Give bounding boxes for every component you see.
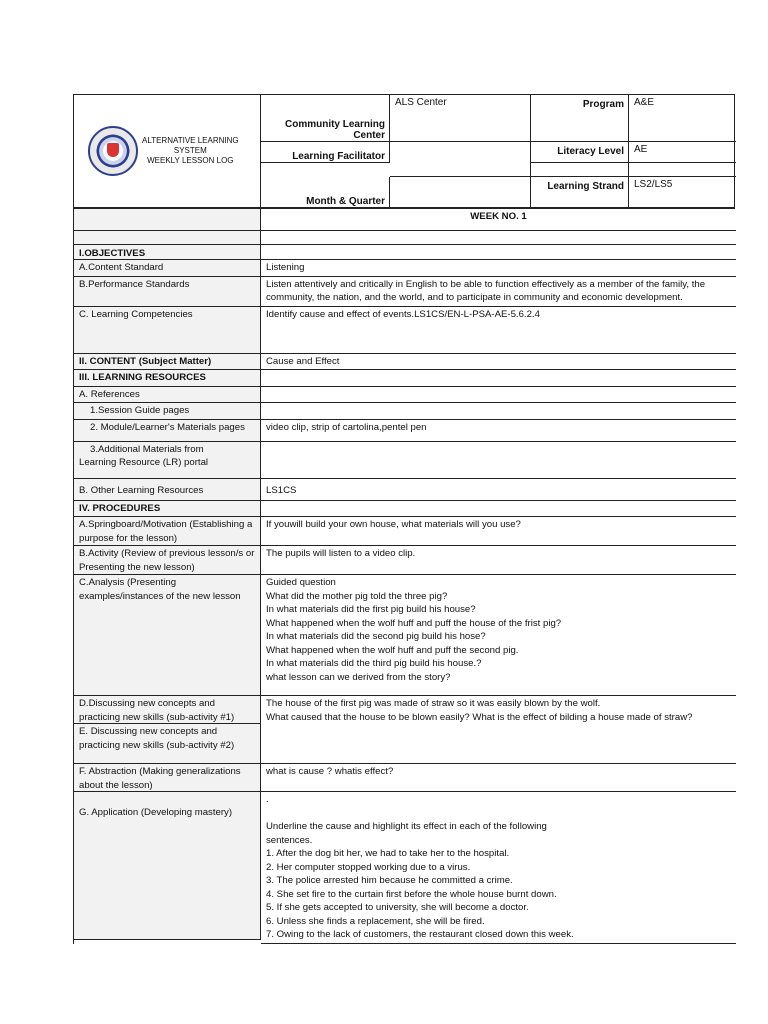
other-resources-value[interactable]: LS1CS xyxy=(261,479,736,501)
facilitator-value[interactable] xyxy=(390,142,531,177)
strand-label-spacer xyxy=(531,163,629,177)
month-value[interactable] xyxy=(390,177,531,207)
learning-competencies-label: C. Learning Competencies xyxy=(74,307,261,354)
abstraction-label: F. Abstraction (Making generalizations about the lesson) xyxy=(74,764,261,792)
strand-value[interactable]: LS2/LS5 xyxy=(634,179,673,190)
abstraction-value[interactable]: what is cause ? whatis effect? xyxy=(261,764,736,792)
additional-materials-value[interactable] xyxy=(261,442,736,479)
other-resources-label: B. Other Learning Resources xyxy=(74,479,261,501)
spacer-right xyxy=(261,231,736,245)
discussion-value[interactable]: The house of the first pig was made of straw so it was easily blown by the wolf. What caused that the house to be blown easily? What is the effect of bilding a house made of straw? xyxy=(261,696,736,764)
performance-standards-value[interactable]: Listen attentively and critically in English to be able to function effectively as a member of the family, the community, the nation, and the world, and to participate in community and economic development. xyxy=(261,277,736,307)
procedures-heading: IV. PROCEDURES xyxy=(74,501,261,518)
spacer-left xyxy=(74,231,261,245)
literacy-label: Literacy Level xyxy=(531,142,629,163)
lesson-log-page xyxy=(73,94,735,944)
resources-heading: III. LEARNING RESOURCES xyxy=(74,370,261,387)
session-guide-label: 1.Session Guide pages xyxy=(74,403,261,420)
literacy-value[interactable]: AE xyxy=(629,142,736,163)
activity-label: B.Activity (Review of previous lesson/s or Presenting the new lesson) xyxy=(74,546,261,575)
application-value[interactable]: . Underline the cause and highlight its effect in each of the following sentences. 1. After the dog bit her, we had to take her to the hospital. 2. Her computer stopped working due to a virus. 3. The police arrested him because he committed a crime. 4. She set fire to the curtain first before the whole house burnt down. 5. If she gets accepted to university, she will become a doctor. 6. Unless she finds a replacement, she will be fired. 7. Owing to the lack of customers, the restaurant closed down this week. xyxy=(261,792,736,944)
strand-spacer xyxy=(629,163,736,177)
discussion-1-label: D.Discussing new concepts and practicing new skills (sub-activity #1) xyxy=(74,696,261,724)
resources-heading-value xyxy=(261,370,736,387)
activity-value[interactable]: The pupils will listen to a video clip. xyxy=(261,546,736,575)
additional-materials-label: 3.Additional Materials from Learning Resource (LR) portal xyxy=(74,442,261,479)
week-number: WEEK NO. 1 xyxy=(261,209,736,231)
content-label: II. CONTENT (Subject Matter) xyxy=(74,354,261,371)
discussion-2-label: E. Discussing new concepts and practicing new skills (sub-activity #2) xyxy=(74,724,261,764)
objectives-heading-value xyxy=(261,245,736,260)
module-label: 2. Module/Learner's Materials pages xyxy=(74,420,261,442)
module-value[interactable]: video clip, strip of cartolina,pentel pen xyxy=(261,420,736,442)
program-label: Program xyxy=(531,95,629,142)
performance-standards-label: B.Performance Standards xyxy=(74,277,261,307)
content-standard-value[interactable]: Listening xyxy=(261,260,736,277)
lesson-body xyxy=(73,208,735,944)
analysis-value[interactable]: Guided question What did the mother pig told the three pig? In what materials did the first pig build his house? What happened when the wolf huff and puff the house of the frist pig? In what materials did the second pig build his hose? What happened when the wolf huff and puff the second pig. In what materials did the third pig build his house.? what lesson can we derived from the story? xyxy=(261,575,736,696)
procedures-heading-value xyxy=(261,501,736,518)
month-label: Month & Quarter xyxy=(261,177,390,207)
facilitator-label: Learning Facilitator xyxy=(261,142,390,163)
content-value[interactable]: Cause and Effect xyxy=(261,354,736,371)
header-table xyxy=(73,94,735,208)
analysis-label: C.Analysis (Presenting examples/instances of the new lesson xyxy=(74,575,261,696)
references-label: A. References xyxy=(74,387,261,404)
session-guide-value[interactable] xyxy=(261,403,736,420)
program-value[interactable]: A&E xyxy=(629,95,736,142)
application-label: G. Application (Developing mastery) xyxy=(74,792,261,940)
clc-label: Community Learning Center xyxy=(261,95,390,142)
deped-seal-icon xyxy=(88,126,138,176)
references-value xyxy=(261,387,736,404)
strand-label: Learning Strand xyxy=(531,177,629,207)
week-left xyxy=(74,209,261,231)
content-standard-label: A.Content Standard xyxy=(74,260,261,277)
springboard-value[interactable]: If youwill build your own house, what materials will you use? xyxy=(261,517,736,546)
logo-cell xyxy=(74,95,261,207)
objectives-heading: I.OBJECTIVES xyxy=(74,245,261,260)
clc-value[interactable]: ALS Center xyxy=(390,95,531,142)
learning-competencies-value[interactable]: Identify cause and effect of events.LS1CS/EN-L-PSA-AE-5.6.2.4 xyxy=(261,307,736,354)
springboard-label: A.Springboard/Motivation (Establishing a purpose for the lesson) xyxy=(74,517,261,546)
logo-text: ALTERNATIVE LEARNING SYSTEM WEEKLY LESSON LOG xyxy=(142,136,239,165)
